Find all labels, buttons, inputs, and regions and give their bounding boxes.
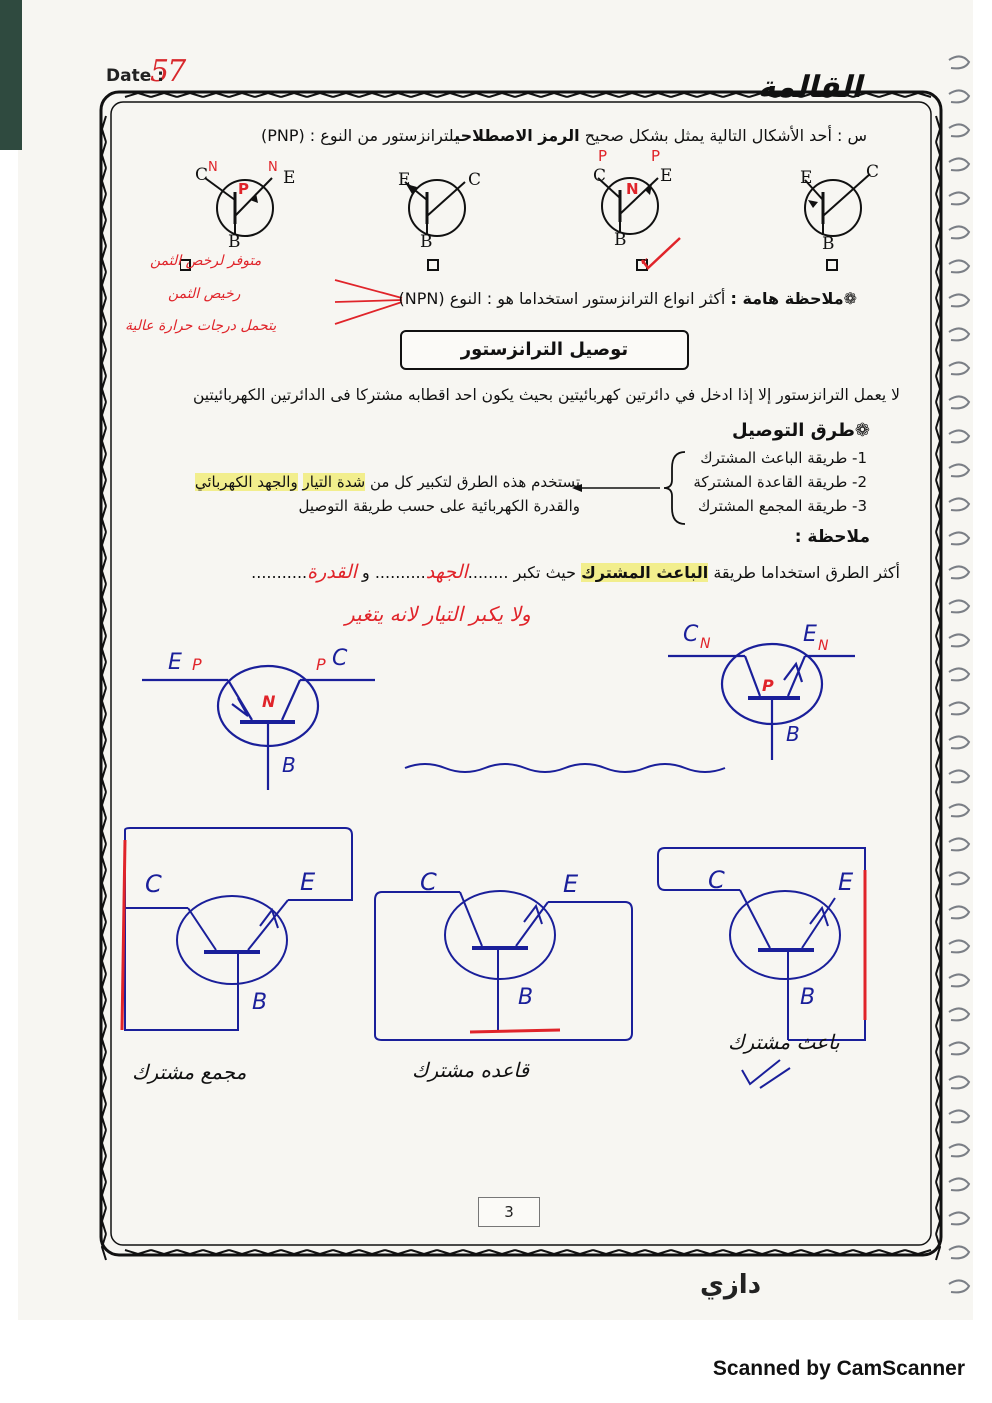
question-bold: الرمز الاصطلاحي (454, 126, 580, 145)
option-3-e: E (660, 166, 673, 186)
method-item-1: 1- طريقة الباعث المشترك (700, 449, 867, 467)
note-blank-1: الجهد (425, 561, 468, 583)
left-drawing-e: E (168, 650, 182, 675)
camscanner-watermark: Scanned by CamScanner (712, 1357, 965, 1380)
right-drawing-mark-c: N (700, 636, 711, 652)
option-1-b: B (228, 232, 241, 252)
circuit-common-base (375, 891, 632, 1040)
option-2-b: B (420, 232, 433, 252)
circuit-2-c: C (420, 868, 437, 896)
handwritten-page-number: 57 (150, 54, 185, 89)
option-1-e: E (283, 168, 296, 188)
option-4-checkbox[interactable] (827, 260, 837, 270)
note-blank-2: القدرة (307, 561, 357, 583)
handwritten-reason-1: متوفر لرخص الثمن (150, 253, 262, 269)
note-and: و (362, 563, 370, 582)
explain-b: والجهد الكهربائي (194, 473, 298, 491)
note-dots-2: .......... (374, 563, 426, 582)
option-1-mark-base: P (238, 180, 249, 198)
right-transistor-drawing (668, 644, 855, 760)
option-4-e: E (800, 168, 813, 188)
circuit-3-c: C (708, 866, 725, 894)
left-drawing-b: B (282, 753, 296, 777)
option-3-mark-e: P (651, 147, 661, 165)
method-item-3: 3- طريقة المجمع المشترك (698, 497, 867, 515)
option-3-c: C (593, 166, 607, 186)
note-text-b: حيث تكبر (513, 563, 577, 582)
left-drawing-c: C (332, 646, 348, 671)
handwritten-reason-3: يتحمل درجات حرارة عالية (125, 318, 277, 334)
methods-heading-text: طرق التوصيل (732, 420, 855, 441)
handwritten-note-extra: ولا يكبر التيار لانه يتغير (345, 602, 531, 626)
option-1-c: C (195, 165, 209, 185)
handwritten-reason-2: رخيص الثمن (168, 286, 241, 302)
circuit-2-caption: قاعده مشترك (412, 1058, 530, 1082)
intro-paragraph: لا يعمل الترانزستور إلا إذا ادخل في دائرتين كهربائيتين بحيث يكون احد اقطابه مشتركا فى الدائرتين الكهربائيتين (192, 386, 900, 404)
methods-explanation-1 (195, 473, 580, 491)
left-transistor-drawing (142, 666, 375, 790)
question-part2: لترانزستور من النوع (320, 126, 455, 145)
background-edge (0, 0, 22, 150)
method-item-2: 2- طريقة القاعدة المشتركة (693, 473, 867, 491)
circuit-common-collector (122, 828, 352, 1030)
handwritten-checkmark (742, 1060, 790, 1088)
question-type: (PNP) : (260, 126, 316, 145)
option-2-e: E (398, 170, 411, 190)
option-2-checkbox[interactable] (428, 260, 438, 270)
footer-page-number: 3 (478, 1197, 540, 1227)
circuit-3-caption: باعث مشترك (728, 1030, 840, 1054)
note-heading: ملاحظة : (794, 527, 870, 547)
circuit-3-b: B (800, 985, 816, 1010)
question-part1: أحد الأشكال التالية يمثل بشكل صحيح (584, 126, 832, 145)
circuit-2-e: E (563, 870, 579, 898)
option-4-c: C (866, 162, 880, 182)
option-3-mark-c: P (598, 147, 608, 165)
note-dots-3: ........... (251, 563, 308, 582)
circuit-1-b: B (252, 990, 268, 1015)
important-note-type: (NPN) (398, 289, 445, 308)
question-text (261, 126, 867, 145)
methods-explanation-2: والقدرة الكهربائية على حسب طريقة التوصيل (298, 497, 580, 515)
spiral-binding (945, 0, 975, 1320)
right-drawing-e: E (803, 622, 817, 647)
option-2-c: C (468, 170, 482, 190)
brand-logo-text: القالمة (755, 70, 869, 105)
circuit-1-c: C (145, 870, 162, 898)
question-prefix: س : (836, 126, 867, 145)
right-drawing-mark-base: P (762, 676, 774, 695)
wavy-divider (405, 764, 725, 772)
section-title: توصيل الترانزستور (400, 330, 689, 370)
right-drawing-c: C (683, 622, 699, 647)
note-text (251, 561, 900, 583)
note-highlight: الباعث المشترك (581, 563, 709, 582)
important-note-label: ملاحظة هامة : (730, 289, 844, 308)
date-label: Date : (106, 66, 164, 86)
explain-a: تستخدم هذه الطرق لتكبير كل من (369, 473, 580, 491)
footer-signature: دازي (700, 1270, 762, 1300)
circuit-common-emitter (658, 848, 865, 1040)
left-drawing-mark-c: P (316, 655, 326, 674)
note-text-a: أكثر الطرق استخداما طريقة (713, 563, 900, 582)
option-3-b: B (614, 230, 627, 250)
circuit-1-caption: مجمع مشترك (132, 1060, 247, 1084)
left-drawing-mark-base: N (262, 692, 276, 711)
note-dots-1: ........ (467, 563, 509, 582)
option-1-mark-c: N (208, 160, 218, 175)
option-4-b: B (822, 234, 835, 254)
important-note-text: أكثر انواع الترانزستور استخداما هو : النوع (449, 289, 726, 308)
important-note: ❁ملاحظة هامة : أكثر انواع الترانزستور استخداما هو : النوع (NPN) (398, 289, 857, 308)
right-drawing-mark-e: N (818, 638, 829, 654)
methods-heading: ❁طرق التوصيل (732, 420, 870, 441)
option-3-checkmark: ✓ (640, 255, 650, 268)
left-drawing-mark-e: P (192, 655, 202, 674)
option-3-mark-base: N (626, 180, 639, 198)
explain-highlight: شدة التيار (302, 473, 366, 491)
option-2-symbol (405, 180, 465, 236)
right-drawing-b: B (786, 722, 800, 746)
circuit-2-b: B (518, 985, 534, 1010)
circuit-1-e: E (300, 868, 316, 896)
option-1-mark-e: N (268, 160, 278, 175)
circuit-3-e: E (838, 868, 854, 896)
option-4-symbol (805, 174, 870, 236)
